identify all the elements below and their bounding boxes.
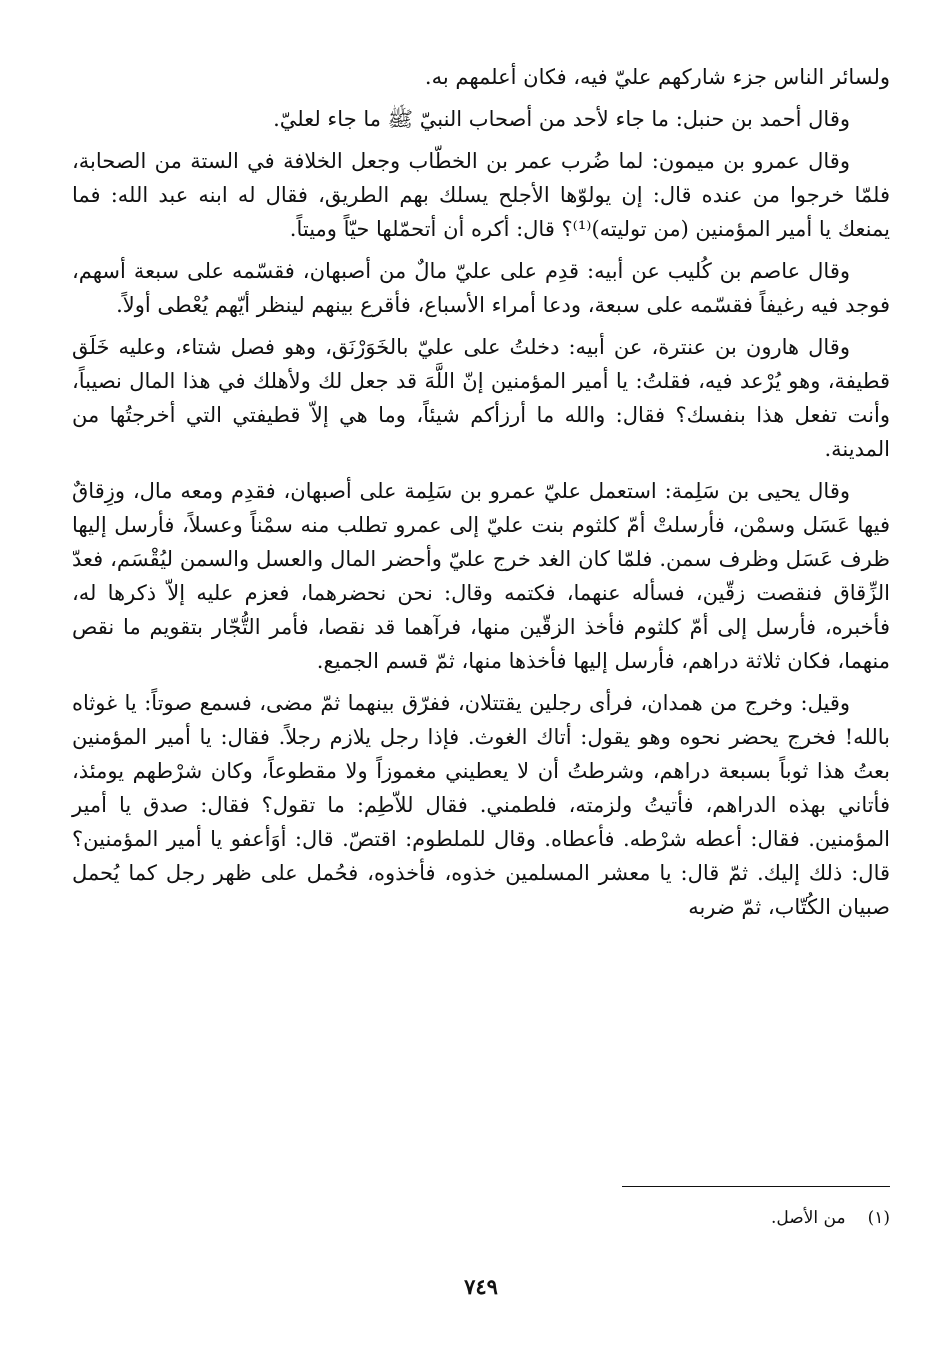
paragraph-3: وقال عمرو بن ميمون: لما ضُرب عمر بن الخطّاب وجعل الخلافة في الستة من الصحابة، فلمّا خرجوا من عنده قال: إن يولوّها الأجلح يسلك بهم الطريق، فقال له ابنه عبد الله: فما يمنعك يا أمير المؤمنين (من توليته)⁽¹⁾؟ قال: أكره أن أتحمّلها حيّاً وميتاً. xyxy=(72,149,890,241)
paragraph-6: وقال يحيى بن سَلِمة: استعمل عليّ عمرو بن سَلِمة على أصبهان، فقدِم ومعه مال، وزِقاقٌ فيها عَسَل وسمْن، فأرسلتْ أمّ كلثوم بنت عليّ إلى عمرو تطلب منه سمْناً وعسلاً، فأرسل إليها ظرف عَسَل وظرف سمن. فلمّا كان الغد خرج عليّ وأحضر المال والعسل والسمن ليُقْسَم، فعدّ الزِّقاق فنقصت زقّين، فسأله عنهما، فكتمه وقال: نحن نحضرهما، فعزم عليه إلاّ ذكرها له، فأخبره، فأرسل إلى أمّ كلثوم فأخذ الزقّين منها، فرآهما قد نقصا، فأمر التُّجّار بتقويم ما نقص منهما، فكان ثلاثة دراهم، فأرسل إليها فأخذها منها، ثمّ قسم الجميع. xyxy=(72,479,890,673)
book-page xyxy=(72,60,890,1370)
page-number: ٧٤٩ xyxy=(464,1274,498,1299)
footnote xyxy=(771,1206,890,1230)
paragraph-5: وقال هارون بن عنترة، عن أبيه: دخلتُ على عليّ بالخَوَرْنَق، وهو فصل شتاء، وعليه خَلَق قطيفة، وهو يُرْعد فيه، فقلتُ: يا أمير المؤمنين إنّ اللَّهَ قد جعل لك ولأهلك في هذا المال نصيباً، وأنت تفعل هذا بنفسك؟ فقال: والله ما أرزأكم شيئاً، وما هي إلاّ قطيفتي التي أخرجتُها من المدينة. xyxy=(72,335,890,461)
paragraph-7: وقيل: وخرج من همدان، فرأى رجلين يقتتلان، ففرّق بينهما ثمّ مضى، فسمع صوتاً: يا غوثاه بالله! فخرج يحضر نحوه وهو يقول: أتاك الغوث. فإذا رجل يلازم رجلاً. فقال: يا أمير المؤمنين بعتُ هذا ثوباً بسبعة دراهم، وشرطتُ أن لا يعطيني مغموزاً ولا مقطوعاً، وكان شرْطهم يومئذ، فأتاني بهذه الدراهم، فأتيتُ ولزمته، فلطمني. فقال للاّطِم: ما تقول؟ فقال: صدق يا أمير المؤمنين. فقال: أعطه شرْطه. فأعطاه. وقال للملطوم: اقتصّ. قال: أوَأعفو يا أمير المؤمنين؟ قال: ذلك إليك. ثمّ قال: يا معشر المسلمين خذوه، فأخذوه، فحُمل على ظهر رجل كما يُحمل صبيان الكُتّاب، ثمّ ضربه xyxy=(72,691,890,919)
footnote-divider xyxy=(622,1186,890,1187)
paragraph-2: وقال أحمد بن حنبل: ما جاء لأحد من أصحاب النبيّ ﷺ ما جاء لعليّ. xyxy=(273,107,850,131)
paragraph-1: ولسائر الناس جزء شاركهم عليّ فيه، فكان أعلمهم به. xyxy=(424,65,890,89)
footnote-text: من الأصل. xyxy=(770,1208,846,1228)
main-text xyxy=(72,60,890,924)
footnote-marker: (١) xyxy=(867,1208,890,1228)
paragraph-4: وقال عاصم بن كُليب عن أبيه: قدِم على عليّ مالٌ من أصبهان، فقسّمه على سبعة أسهم، فوجد فيه رغيفاً فقسّمه على سبعة، ودعا أمراء الأسباع، فأقرع بينهم لينظر أيّهم يُعْطى أولاً. xyxy=(72,259,890,317)
